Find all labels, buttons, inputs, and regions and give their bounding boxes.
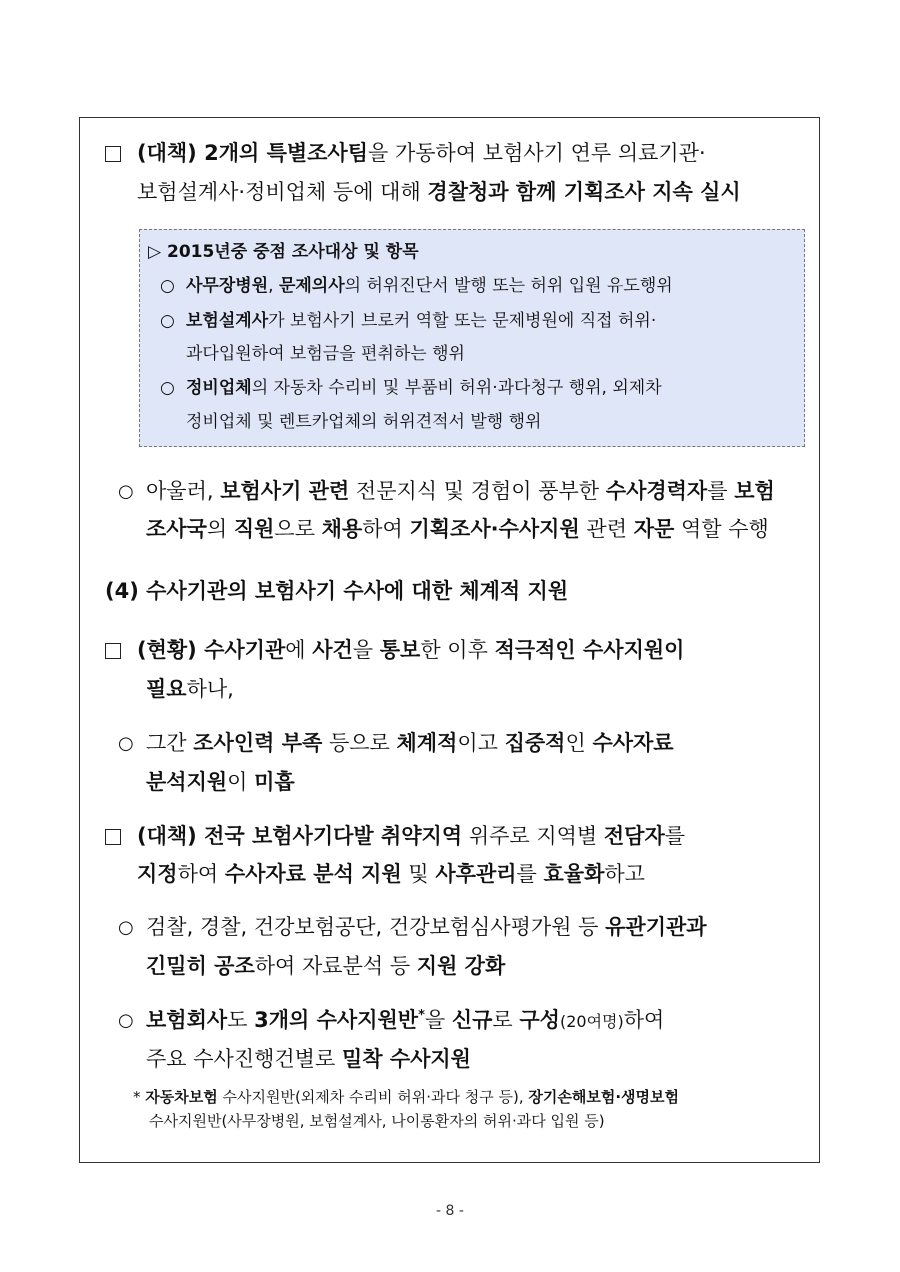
text-run: 보험설계사·정비업체 등에 대해 (137, 180, 428, 204)
text-run: 로 (492, 1008, 520, 1032)
checkbox-square-marker (105, 829, 121, 845)
measure-line-1 (137, 138, 706, 168)
subbox-item-2-cont: 과다입원하여 보험금을 편취하는 행위 (186, 344, 465, 364)
text-run: 하여 (177, 862, 225, 886)
measure2-line-1 (137, 821, 685, 851)
measure-sub1-line-2 (146, 951, 505, 981)
text-run: 를 (707, 479, 735, 503)
text-run: 수사기관 (204, 638, 286, 662)
text-run: * (418, 1008, 425, 1023)
text-run: 지원 강화 (416, 954, 506, 978)
text-run: 사건 (312, 638, 353, 662)
text-run: 긴밀히 공조 (146, 954, 255, 978)
text-run: (20여명) (559, 1012, 624, 1031)
subbox-bullet: ○ (160, 378, 175, 398)
text-run: 적극적인 수사지원이 (494, 638, 685, 662)
text-run: 조사국 (146, 517, 207, 541)
text-run: 필요 (146, 677, 187, 701)
text-run: 미흡 (254, 770, 295, 794)
subbox-heading: ▷ 2015년중 중점 조사대상 및 항목 (148, 242, 419, 262)
text-run: 지정 (137, 862, 178, 886)
subbox-item-1-rest: 의 허위진단서 발행 또는 허위 입원 유도행위 (344, 276, 673, 296)
subbox-item-1-bold2: 문제의사 (278, 276, 345, 296)
text-run: 직원 (233, 517, 275, 541)
section-heading: (4) 수사기관의 보험사기 수사에 대한 체계적 지원 (105, 579, 569, 603)
subbox-item-3-bold: 정비업체 (186, 378, 252, 398)
text-run: (현황) (137, 638, 205, 662)
subbox-item-3 (186, 376, 662, 400)
text-run: 조사인력 부족 (193, 731, 323, 755)
checkbox-square-marker (105, 643, 121, 659)
text-run: 하나, (186, 677, 234, 701)
text-run: 이고 (457, 731, 505, 755)
text-run: 체계적 (396, 731, 458, 755)
text-run: 하여 (623, 1008, 665, 1032)
bullet-circle: ○ (118, 1010, 134, 1031)
also-line-1 (146, 476, 775, 506)
text-run: 사후관리 (435, 862, 517, 886)
text-run: 주요 수사진행건별로 (146, 1047, 342, 1071)
text-run: 신규 (451, 1008, 493, 1032)
text-run: 에 (285, 638, 313, 662)
bullet-circle: ○ (118, 733, 134, 754)
current-sub-line-1 (146, 728, 674, 758)
text-run: 자문 (633, 517, 675, 541)
text-run: 위주로 지역별 (462, 824, 604, 848)
text-run: (대책) 2개의 특별조사팀 (137, 141, 369, 165)
subbox-item-1-mid: , (268, 276, 279, 296)
text-run: 으로 (274, 517, 322, 541)
text-run: 자동차보험 (145, 1088, 218, 1106)
text-run: 채용 (321, 517, 363, 541)
measure-sub1-line-1 (146, 912, 707, 942)
subbox-item-3-rest: 의 자동차 수리비 및 부품비 허위·과다청구 행위, 외제차 (251, 378, 662, 398)
current-sub-line-2 (146, 767, 295, 797)
text-run: 하여 자료분석 등 (254, 954, 417, 978)
text-run: 보험회사 (146, 1008, 228, 1032)
text-run: 을 (424, 1008, 452, 1032)
checkbox-square-marker (105, 146, 121, 162)
text-run: 및 (401, 862, 436, 886)
footnote-line-2: 수사지원반(사무장병원, 보험설계사, 나이롱환자의 허위·과다 입원 등) (149, 1112, 605, 1130)
current-line-2 (146, 674, 234, 704)
text-run: 한 이후 (420, 638, 495, 662)
current-line-1 (137, 635, 684, 665)
measure2-line-2 (137, 859, 645, 889)
measure-sub2-line-2 (146, 1044, 471, 1074)
text-run: 집중적 (504, 731, 566, 755)
text-run: 보험 (734, 479, 775, 503)
text-run: 를 (516, 862, 544, 886)
text-run: 하여 (362, 517, 410, 541)
text-run: 를 (664, 824, 686, 848)
text-run: 구성 (519, 1008, 560, 1032)
text-run: 을 가동하여 보험사기 연루 의료기관· (368, 141, 706, 165)
text-run: 역할 수행 (674, 517, 769, 541)
text-run: 전담자 (603, 824, 665, 848)
page-number: - 8 - (436, 1203, 464, 1219)
text-run: 수사지원반(외제차 수리비 허위·과다 청구 등), (217, 1088, 529, 1106)
text-run: 그간 (146, 731, 194, 755)
text-run: 효율화 (543, 862, 605, 886)
text-run: 등으로 (322, 731, 397, 755)
text-run: 수사자료 분석 지원 (224, 862, 402, 886)
text-run: 분석지원 (146, 770, 228, 794)
text-run: 경찰청과 함께 기획조사 지속 실시 (427, 180, 741, 204)
text-run: 3개의 수사지원반 (254, 1008, 419, 1032)
text-run: 장기손해보험·생명보험 (528, 1088, 680, 1106)
bullet-circle: ○ (118, 917, 134, 938)
subbox-bullet: ○ (160, 276, 175, 296)
text-run: 도 (227, 1008, 255, 1032)
text-run: 하고 (604, 862, 645, 886)
subbox-item-1 (186, 274, 673, 298)
measure-sub2-line-1 (146, 1005, 664, 1037)
bullet-circle: ○ (118, 481, 134, 502)
also-line-2 (146, 514, 769, 544)
text-run: 의 (206, 517, 234, 541)
text-run: 수사경력자 (605, 479, 708, 503)
text-run: 전문지식 및 경험이 풍부한 (349, 479, 606, 503)
footnote-line-1 (133, 1086, 679, 1108)
text-run: 통보 (379, 638, 421, 662)
text-run: * (133, 1088, 146, 1106)
text-run: 보험사기 관련 (220, 479, 350, 503)
text-run: 이 (227, 770, 255, 794)
subbox-item-2 (186, 309, 656, 333)
subbox-item-1-bold: 사무장병원 (186, 276, 269, 296)
text-run: 수사자료 (592, 731, 674, 755)
text-run: 관련 (579, 517, 634, 541)
subbox-bullet: ○ (160, 311, 175, 331)
measure-line-2 (137, 177, 741, 207)
text-run: 을 (352, 638, 380, 662)
text-run: 밀착 수사지원 (341, 1047, 471, 1071)
subbox-item-3-cont: 정비업체 및 렌트카업체의 허위견적서 발행 행위 (186, 412, 542, 432)
text-run: 아울러, (146, 479, 221, 503)
subbox-item-2-rest: 가 보험사기 브로커 역할 또는 문제병원에 직접 허위· (268, 311, 657, 331)
text-run: 기획조사·수사지원 (409, 517, 580, 541)
text-run: 검찰, 경찰, 건강보험공단, 건강보험심사평가원 등 (146, 915, 606, 939)
subbox-item-2-bold: 보험설계사 (186, 311, 269, 331)
text-run: (대책) 전국 보험사기다발 취약지역 (137, 824, 463, 848)
text-run: 유관기관과 (605, 915, 707, 939)
text-run: 인 (565, 731, 593, 755)
